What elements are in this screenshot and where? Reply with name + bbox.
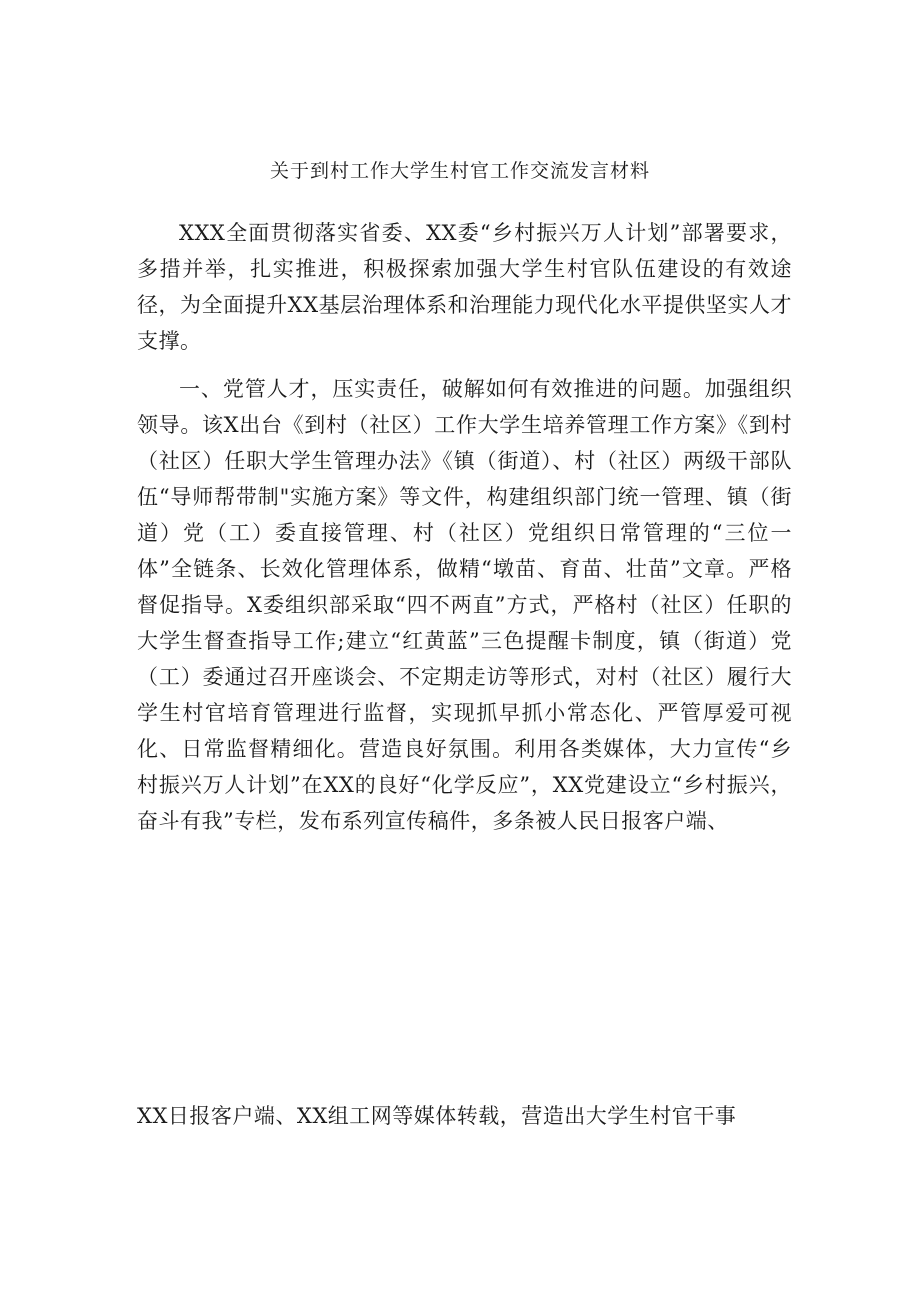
- paragraph-intro: XXX全面贯彻落实省委、XX委“乡村振兴万人计划”部署要求，多措并举，扎实推进，积极探索加强大学生村官队伍建设的有效途径，为全面提升XX基层治理体系和治理能力现代化水平提供坚实人才支撑。: [137, 221, 792, 353]
- paragraph-section-one: 一、党管人才，压实责任，破解如何有效推进的问题。加强组织领导。该X出台《到村（社区）工作大学生培养管理工作方案》《到村（社区）任职大学生管理办法》《镇（街道）、村（社区）两级干部队伍“导师帮带制"实施方案》等文件，构建组织部门统一管理、镇（街道）党（工）委直接管理、村（社区）党组织日常管理的“三位一体”全链条、长效化管理体系，做精“墩苗、育苗、壮苗”文章。严格督促指导。X委组织部采取“四不两直”方式，严格村（社区）任职的大学生督查指导工作;建立“红黄蓝”三色提醒卡制度，镇（街道）党（工）委通过召开座谈会、不定期走访等形式，对村（社区）履行大学生村官培育管理进行监督，实现抓早抓小常态化、严管厚爱可视化、日常监督精细化。营造良好氛围。利用各类媒体，大力宣传“乡村振兴万人计划”在XX的良好“化学反应”，XX党建设立“乡村振兴，奋斗有我”专栏，发布系列宣传稿件，多条被人民日报客户端、: [137, 377, 792, 833]
- document-body: [137, 215, 792, 839]
- paragraph-continuation: XX日报客户端、XX组工网等媒体转载，营造出大学生村官干事: [137, 1104, 737, 1128]
- document-title: 关于到村工作大学生村官工作交流发言材料: [269, 160, 650, 182]
